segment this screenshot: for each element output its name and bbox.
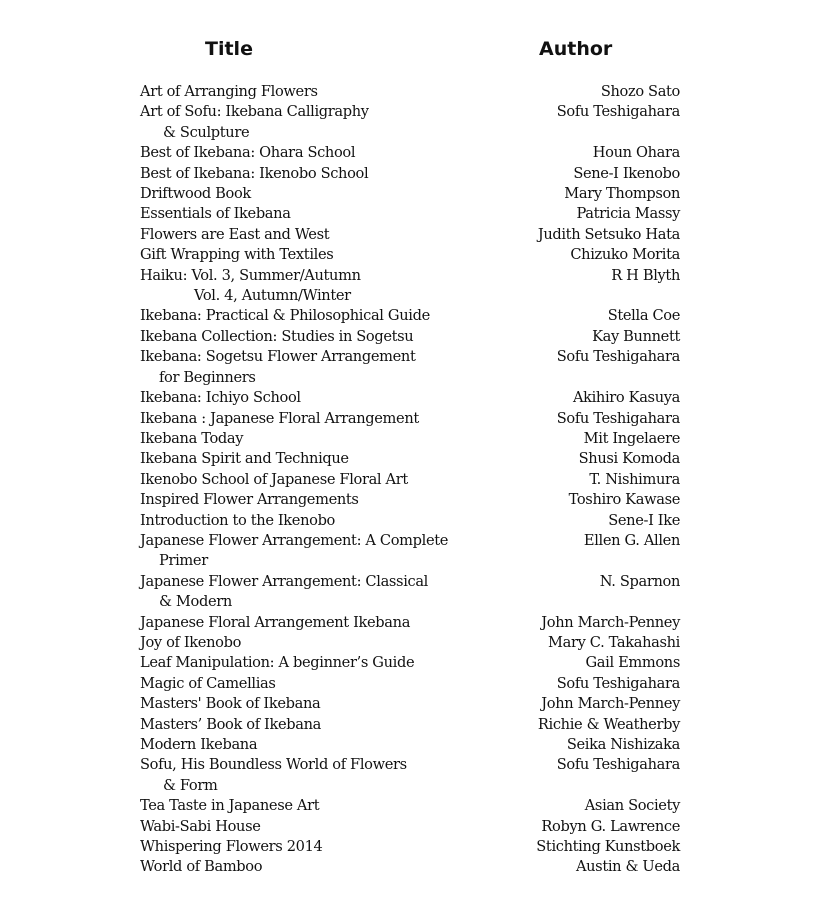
book-title-continuation: Vol. 4, Autumn/Winter xyxy=(194,287,351,305)
book-title-line: Ikebana Spirit and Technique xyxy=(140,450,349,468)
book-row xyxy=(140,674,680,694)
book-title-line: Sofu, His Boundless World of Flowers xyxy=(140,756,407,774)
book-author: Stichting Kunstboek xyxy=(536,838,680,856)
book-row xyxy=(140,694,680,714)
book-row xyxy=(140,653,680,673)
book-row xyxy=(140,796,680,816)
book-row xyxy=(140,184,680,204)
book-row xyxy=(140,511,680,531)
book-row xyxy=(140,857,680,877)
book-title-line: Driftwood Book xyxy=(140,185,251,203)
book-title-line: Flowers are East and West xyxy=(140,225,330,243)
book-row xyxy=(140,327,680,347)
book-title-line: Japanese Flower Arrangement: Classical xyxy=(140,572,429,590)
author-column-header: Author xyxy=(539,38,613,60)
book-author: Sene-I Ikenobo xyxy=(573,164,680,182)
book-title-line: Inspired Flower Arrangements xyxy=(140,491,359,509)
book-title-line: Ikebana Collection: Studies in Sogetsu xyxy=(140,327,414,345)
book-row xyxy=(140,143,680,163)
book-title-line: Ikebana: Practical & Philosophical Guide xyxy=(140,307,430,325)
book-author: Mary C. Takahashi xyxy=(548,633,680,651)
book-title-line: Wabi-Sabi House xyxy=(140,817,261,835)
book-author: Judith Setsuko Hata xyxy=(537,225,680,243)
book-author: Shusi Komoda xyxy=(578,450,680,468)
book-title xyxy=(140,306,680,326)
book-author: Kay Bunnett xyxy=(592,327,680,345)
book-title-continuation: & Modern xyxy=(159,593,232,611)
book-title-line: Leaf Manipulation: A beginner’s Guide xyxy=(140,654,415,672)
book-title-continuation: & Sculpture xyxy=(163,123,250,141)
book-title-line: Best of Ikebana: Ohara School xyxy=(140,144,356,162)
book-title-line: Tea Taste in Japanese Art xyxy=(140,797,320,815)
book-author: Patricia Massy xyxy=(576,205,680,223)
book-author: Sofu Teshigahara xyxy=(556,674,680,692)
book-author: Asian Society xyxy=(584,797,680,815)
book-title-continuation: Primer xyxy=(159,552,208,570)
book-title-line: Gift Wrapping with Textiles xyxy=(140,246,334,264)
book-row xyxy=(140,245,680,265)
book-title-continuation: & Form xyxy=(163,776,218,794)
book-author: T. Nishimura xyxy=(589,470,680,488)
book-author: Gail Emmons xyxy=(585,654,680,672)
book-row xyxy=(140,715,680,735)
book-author: Houn Ohara xyxy=(592,144,680,162)
book-author: Richie & Weatherby xyxy=(537,715,680,733)
book-title-line: Japanese Flower Arrangement: A Complete xyxy=(140,531,449,549)
book-title-line: Ikebana: Ichiyo School xyxy=(140,389,301,407)
book-row xyxy=(140,613,680,633)
book-author: Sofu Teshigahara xyxy=(556,348,680,366)
book-author: Shozo Sato xyxy=(600,83,680,100)
book-title-line: Ikebana : Japanese Floral Arrangement xyxy=(140,409,419,427)
book-title-line: Japanese Floral Arrangement Ikebana xyxy=(140,613,411,631)
book-row xyxy=(140,102,680,143)
book-title-line: Introduction to the Ikenobo xyxy=(140,511,335,529)
book-row xyxy=(140,409,680,429)
book-author: Mary Thompson xyxy=(564,185,680,203)
book-author: Sene-I Ike xyxy=(608,511,680,529)
book-row xyxy=(140,490,680,510)
book-author: Chizuko Morita xyxy=(570,246,680,264)
book-title-line: Whispering Flowers 2014 xyxy=(140,838,323,856)
book-title-line: Masters’ Book of Ikebana xyxy=(140,715,321,733)
book-row xyxy=(140,470,680,490)
book-title xyxy=(140,511,680,531)
book-author: Sofu Teshigahara xyxy=(556,756,680,774)
book-title-line: Art of Sofu: Ikebana Calligraphy xyxy=(140,103,369,121)
book-title xyxy=(140,266,680,307)
book-row xyxy=(140,204,680,224)
book-author: Sofu Teshigahara xyxy=(556,103,680,121)
book-row xyxy=(140,735,680,755)
book-author: Akihiro Kasuya xyxy=(572,389,680,407)
book-row xyxy=(140,817,680,837)
book-row xyxy=(140,531,680,572)
book-row xyxy=(140,347,680,388)
book-title-line: Ikebana Today xyxy=(140,429,244,447)
book-title-line: Joy of Ikenobo xyxy=(140,633,242,651)
book-title-line: Modern Ikebana xyxy=(140,736,258,753)
book-row xyxy=(140,82,680,102)
book-row xyxy=(140,225,680,245)
book-row xyxy=(140,572,680,613)
book-title-line: World of Bamboo xyxy=(140,858,263,876)
book-list xyxy=(140,82,680,878)
book-author: Austin & Ueda xyxy=(575,858,680,876)
title-column-header: Title xyxy=(205,38,253,60)
book-author: John March-Penney xyxy=(541,613,680,631)
book-title xyxy=(140,82,680,102)
book-author: Seika Nishizaka xyxy=(566,736,680,753)
book-title-line: Essentials of Ikebana xyxy=(140,205,291,223)
book-title-line: Best of Ikebana: Ikenobo School xyxy=(140,164,369,182)
book-title-line: Art of Arranging Flowers xyxy=(140,83,318,100)
book-row xyxy=(140,449,680,469)
book-author: Sofu Teshigahara xyxy=(556,409,680,427)
book-row xyxy=(140,306,680,326)
book-title-line: Ikenobo School of Japanese Floral Art xyxy=(140,470,408,488)
book-row xyxy=(140,633,680,653)
book-title-line: Haiku: Vol. 3, Summer/Autumn xyxy=(140,266,361,284)
book-row xyxy=(140,388,680,408)
book-row xyxy=(140,429,680,449)
book-title-line: Magic of Camellias xyxy=(140,674,276,692)
book-row xyxy=(140,266,680,307)
book-author: R H Blyth xyxy=(611,266,680,284)
book-author: Robyn G. Lawrence xyxy=(541,817,680,835)
book-author: John March-Penney xyxy=(541,695,680,713)
book-author: Mit Ingelaere xyxy=(583,429,680,447)
book-author: Ellen G. Allen xyxy=(583,531,680,549)
book-row xyxy=(140,164,680,184)
book-author: N. Sparnon xyxy=(599,572,680,590)
book-row xyxy=(140,837,680,857)
book-title-line: Ikebana: Sogetsu Flower Arrangement xyxy=(140,348,416,366)
book-row xyxy=(140,755,680,796)
book-title-line: Masters' Book of Ikebana xyxy=(140,695,321,713)
book-author: Stella Coe xyxy=(607,307,680,325)
book-author: Toshiro Kawase xyxy=(568,491,680,509)
book-title-continuation: for Beginners xyxy=(159,368,256,386)
